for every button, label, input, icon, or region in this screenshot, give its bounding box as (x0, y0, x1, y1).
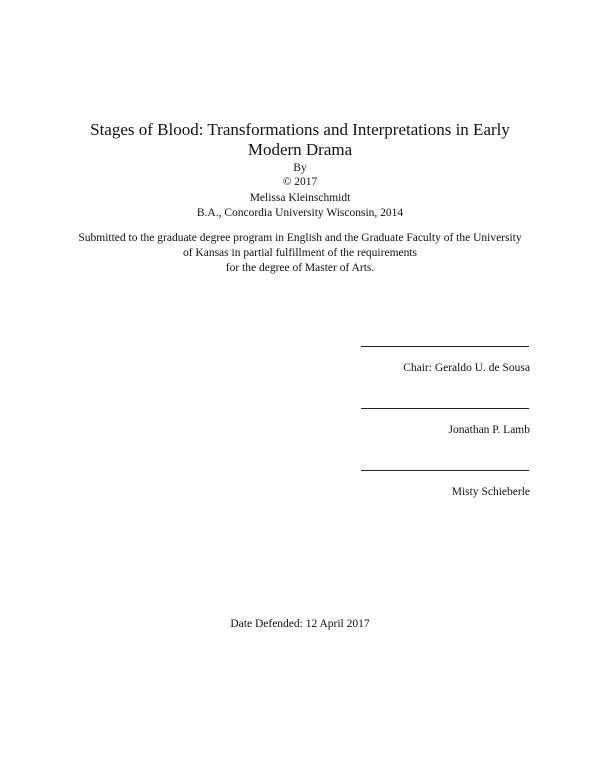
title-line-2: Modern Drama (247, 140, 353, 159)
committee-member: Jonathan P. Lamb (448, 424, 530, 436)
prior-degree: B.A., Concordia University Wisconsin, 2014 (196, 207, 404, 219)
submission-line-2: of Kansas in partial fulfillment of the requirements (182, 247, 418, 259)
signature-line (361, 346, 529, 347)
submission-line-3: for the degree of Master of Arts. (225, 262, 375, 274)
title-line-1: Stages of Blood: Transformations and Interpretations in Early (90, 120, 510, 139)
by-label: By (293, 162, 307, 174)
signature-line (361, 470, 529, 471)
committee-member: Misty Schieberle (451, 486, 530, 498)
signature-line (361, 408, 529, 409)
committee-chair: Chair: Geraldo U. de Sousa (403, 362, 530, 374)
date-defended: Date Defended: 12 April 2017 (230, 618, 370, 630)
author: Melissa Kleinschmidt (249, 192, 351, 204)
copyright: © 2017 (282, 176, 318, 188)
submission-line-1: Submitted to the graduate degree program in English and the Graduate Faculty of the University (78, 232, 522, 244)
